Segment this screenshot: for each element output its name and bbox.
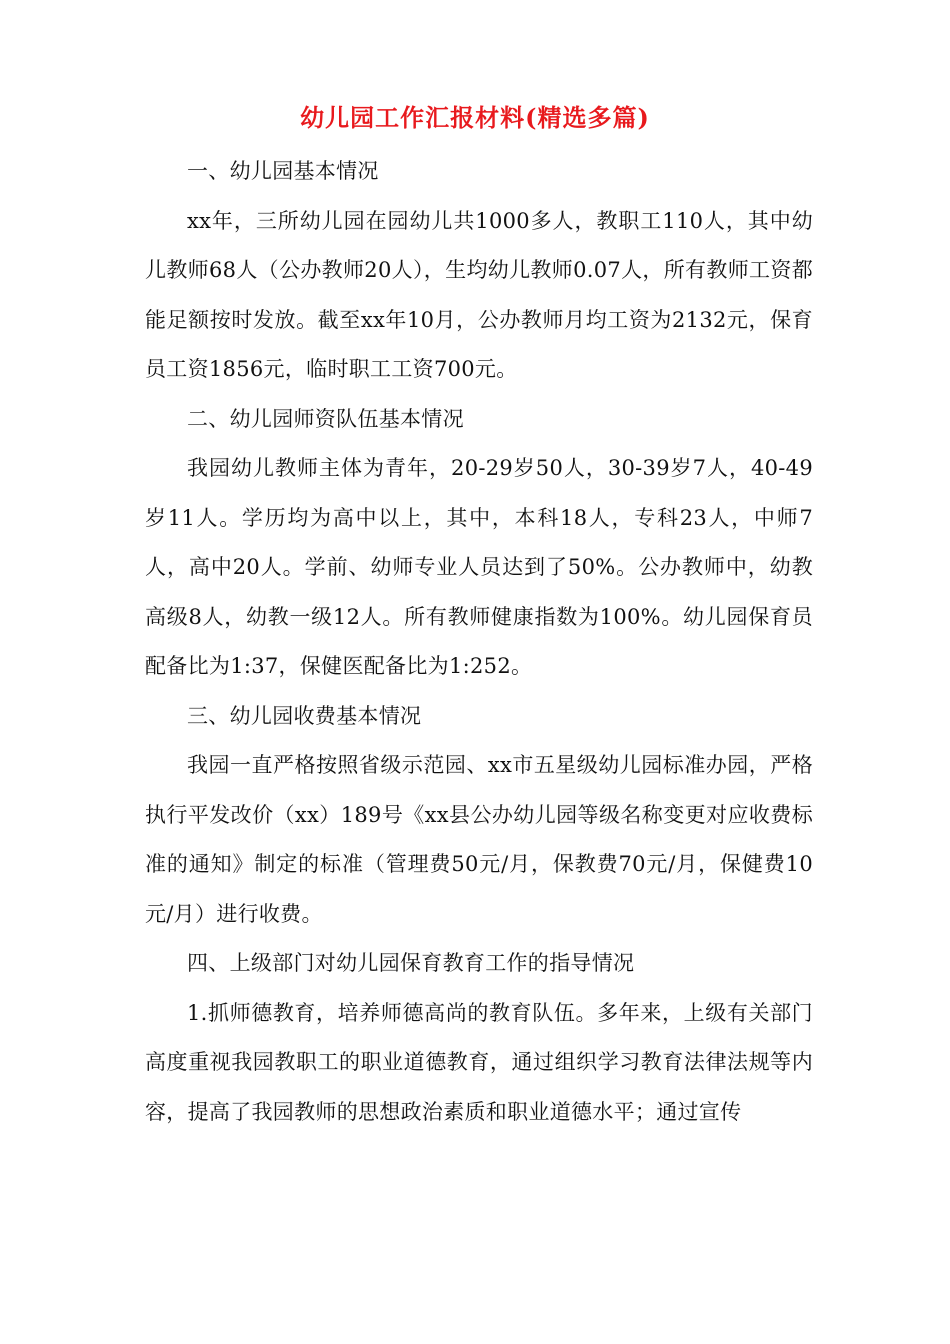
section-heading-guidance: 四、上级部门对幼儿园保育教育工作的指导情况 xyxy=(187,951,635,975)
paragraph-fees: 我园一直严格按照省级示范园、xx市五星级幼儿园标准办园，严格执行平发改价（xx）189号《xx县公办幼儿园等级名称变更对应收费标准的通知》制定的标准（管理费50元/月，保教费70元/月，保健费10元/月）进行收费。 xyxy=(145,753,813,926)
section-heading-teaching-staff: 二、幼儿园师资队伍基本情况 xyxy=(187,406,464,431)
paragraph-guidance: 1.抓师德教育，培养师德高尚的教育队伍。多年来，上级有关部门高度重视我园教职工的职业道德教育，通过组织学习教育法律法规等内容，提高了我园教师的思想政治素质和职业道德水平；通过宣传 xyxy=(145,1000,813,1124)
document-title: 幼儿园工作汇报材料(精选多篇) xyxy=(300,103,650,132)
section-heading-fees: 三、幼儿园收费基本情况 xyxy=(187,703,422,728)
paragraph-basic-info: xx年，三所幼儿园在园幼儿共1000多人，教职工110人，其中幼儿教师68人（公办教师20人），生均幼儿教师0.07人，所有教师工资都能足额按时发放。截至xx年10月，公办教师月均工资为2132元，保育员工资1856元，临时职工工资700元。 xyxy=(145,208,813,381)
paragraph-teaching-staff: 我园幼儿教师主体为青年，20-29岁50人，30-39岁7人，40-49岁11人。学历均为高中以上，其中，本科18人，专科23人，中师7人，高中20人。学前、幼师专业人员达到了50%。公办教师中，幼教高级8人，幼教一级12人。所有教师健康指数为100%。幼儿园保育员配备比为1:37，保健医配备比为1:252。 xyxy=(145,456,813,678)
section-heading-basic-info: 一、幼儿园基本情况 xyxy=(187,159,379,183)
document-body xyxy=(145,147,813,1137)
